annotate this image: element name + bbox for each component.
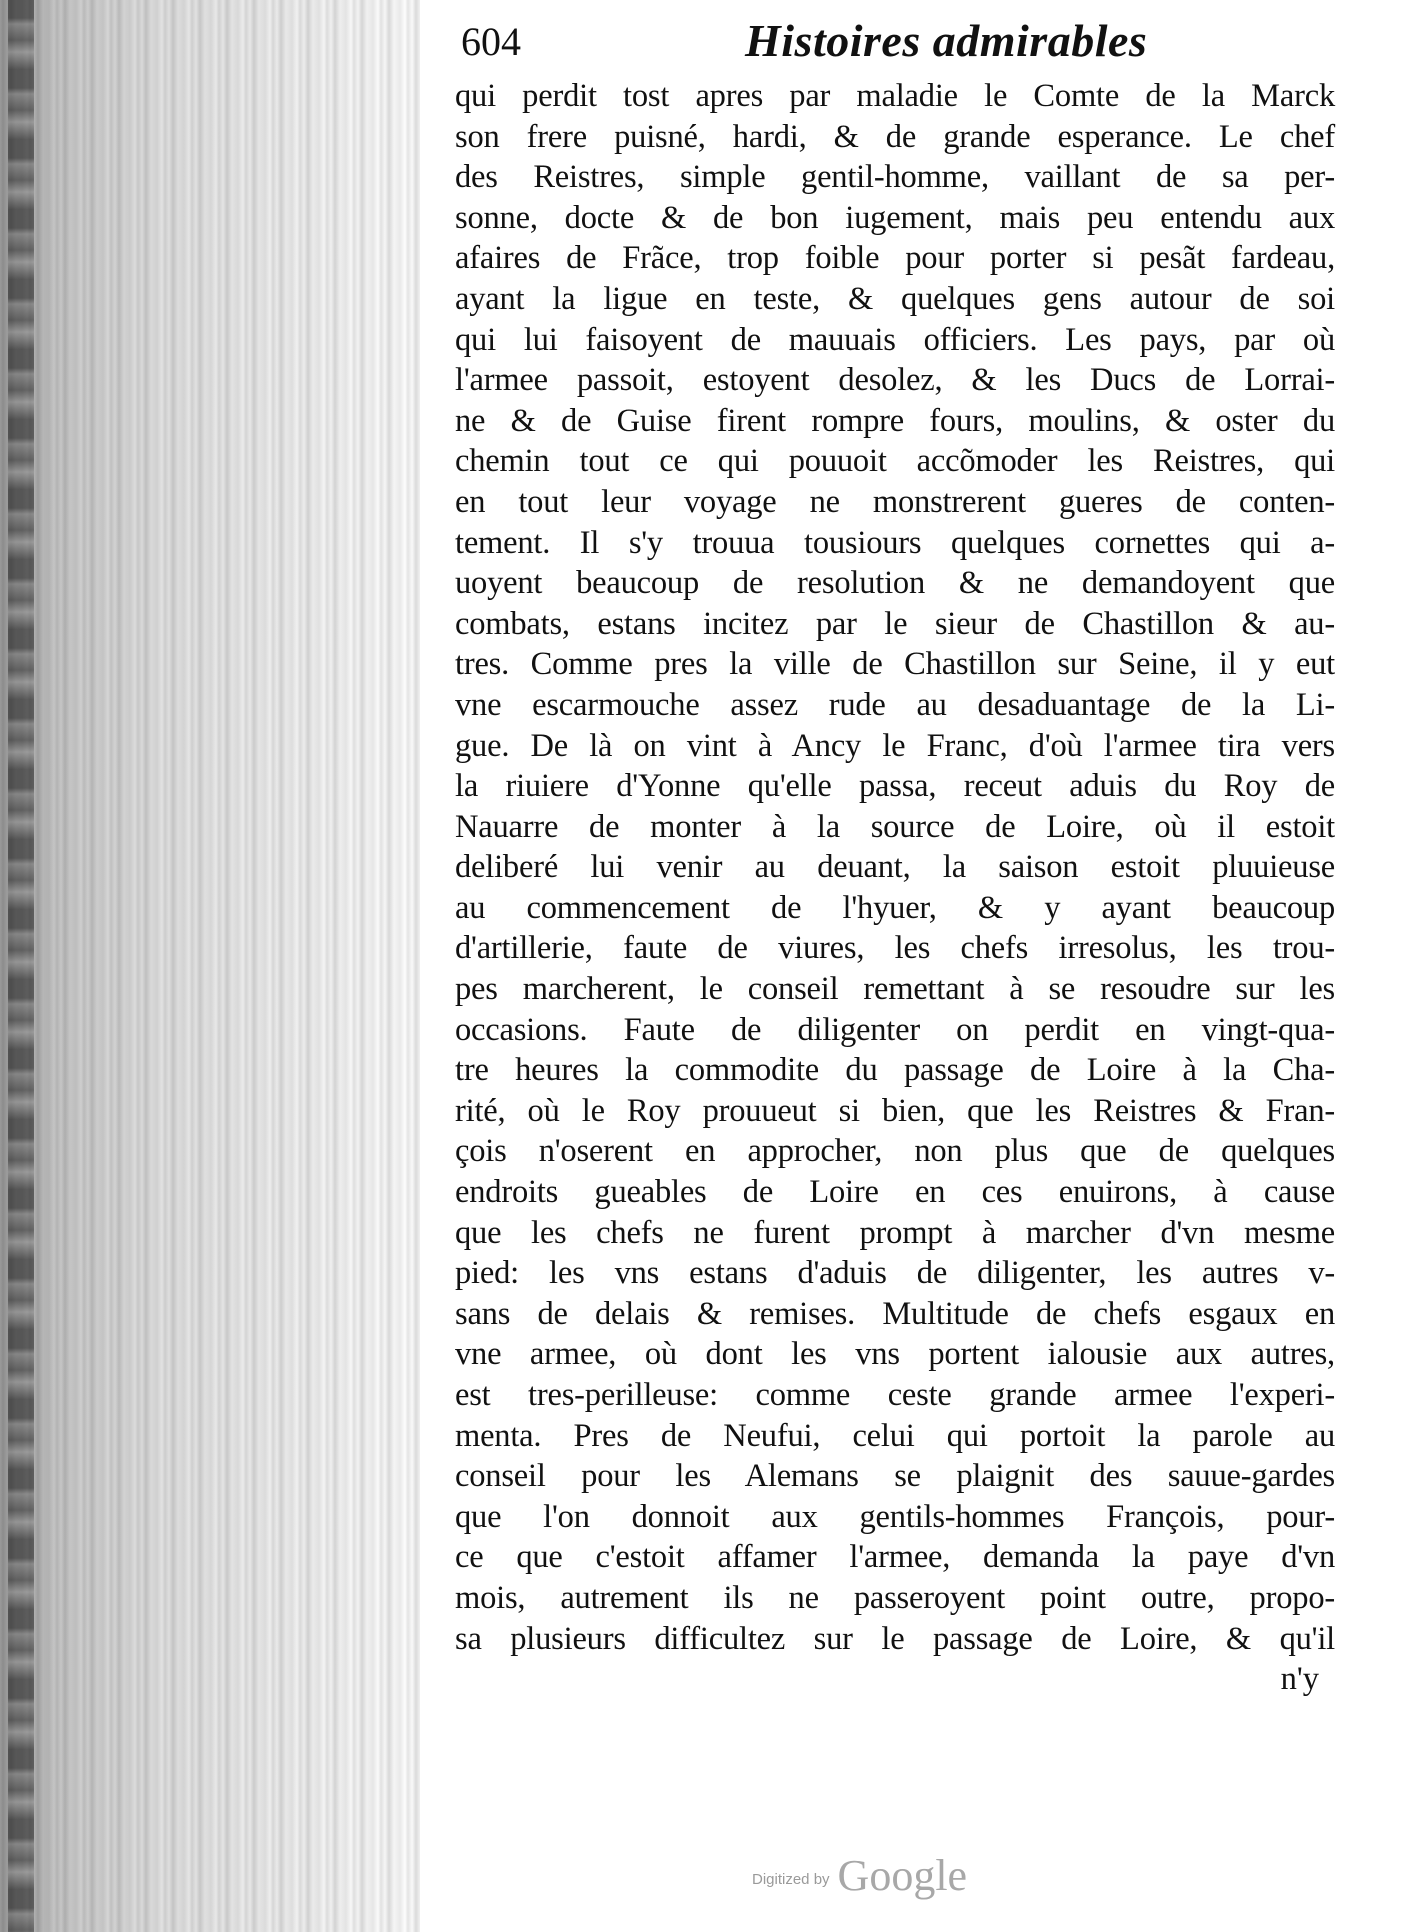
running-head [455, 14, 1335, 76]
text-line: çois n'oserent en approcher, non plus que de quelques [455, 1133, 1335, 1170]
text-line: sa plusieurs difficultez sur le passage de Loire, & qu'il [455, 1620, 1335, 1657]
text-line: menta. Pres de Neufui, celui qui portoit la parole au [455, 1417, 1335, 1454]
text-line: Nauarre de monter à la source de Loire, où il estoit [455, 808, 1335, 845]
text-line: vne armee, où dont les vns portent ialousie aux autres, [455, 1336, 1335, 1373]
text-line: tement. Il s'y trouua tousiours quelques cornettes qui a- [455, 524, 1335, 561]
text-line: gue. De là on vint à Ancy le Franc, d'où l'armee tira vers [455, 727, 1335, 764]
text-line: que les chefs ne furent prompt à marcher d'vn mesme [455, 1214, 1335, 1251]
digitized-label: Digitized by [752, 1871, 830, 1888]
text-line: pes marcherent, le conseil remettant à se resoudre sur les [455, 971, 1335, 1008]
text-line: occasions. Faute de diligenter on perdit en vingt-qua- [455, 1011, 1335, 1048]
text-line: la riuiere d'Yonne qu'elle passa, receut aduis du Roy de [455, 768, 1335, 805]
text-line: afaires de Frãce, trop foible pour porter si pesãt fardeau, [455, 240, 1335, 277]
text-line: vne escarmouche assez rude au desaduantage de la Li- [455, 686, 1335, 723]
text-line: que l'on donnoit aux gentils-hommes François, pour- [455, 1498, 1335, 1535]
text-line: son frere puisné, hardi, & de grande esperance. Le chef [455, 118, 1335, 155]
book-page [455, 14, 1335, 1700]
text-line: sans de delais & remises. Multitude de chefs esgaux en [455, 1295, 1335, 1332]
text-line: tres. Comme pres la ville de Chastillon sur Seine, il y eut [455, 646, 1335, 683]
text-line: tre heures la commodite du passage de Loire à la Cha- [455, 1052, 1335, 1089]
text-line: qui perdit tost apres par maladie le Comte de la Marck [455, 78, 1335, 114]
text-line: l'armee passoit, estoyent desolez, & les Ducs de Lorrai- [455, 362, 1335, 399]
text-line: ce que c'estoit affamer l'armee, demanda la paye d'vn [455, 1539, 1335, 1576]
text-line: des Reistres, simple gentil-homme, vaillant de sa per- [455, 159, 1335, 196]
text-line: au commencement de l'hyuer, & y ayant beaucoup [455, 889, 1335, 926]
text-line: est tres-perilleuse: comme ceste grande armee l'experi- [455, 1377, 1335, 1413]
text-line: d'artillerie, faute de viures, les chefs irresolus, les trou- [455, 930, 1335, 967]
running-title: Histoires admirables [745, 15, 1148, 66]
digitized-by-google-watermark [752, 1838, 1012, 1898]
text-line: mois, autrement ils ne passeroyent point outre, propo- [455, 1579, 1335, 1616]
page-edge-stripes [8, 0, 34, 1932]
text-line: pied: les vns estans d'aduis de diligenter, les autres v- [455, 1255, 1335, 1292]
text-line: sonne, docte & de bon iugement, mais peu entendu aux [455, 199, 1335, 236]
text-line: rité, où le Roy prouueut si bien, que les Reistres & Fran- [455, 1092, 1335, 1129]
text-line: ayant la ligue en teste, & quelques gens autour de soi [455, 280, 1335, 317]
google-wordmark: Google [837, 1851, 968, 1900]
catchword: n'y [1280, 1661, 1319, 1698]
text-line: combats, estans incitez par le sieur de Chastillon & au- [455, 605, 1335, 642]
book-gutter-shadow [0, 0, 420, 1932]
text-line: conseil pour les Alemans se plaignit des sauue-gardes [455, 1458, 1335, 1495]
text-line: uoyent beaucoup de resolution & ne demandoyent que [455, 565, 1335, 602]
page-number: 604 [461, 19, 521, 64]
text-line: en tout leur voyage ne monstrerent gueres de conten- [455, 483, 1335, 520]
body-text [455, 76, 1335, 1659]
text-line: deliberé lui venir au deuant, la saison estoit pluuieuse [455, 849, 1335, 886]
text-line: qui lui faisoyent de mauuais officiers. Les pays, par où [455, 321, 1335, 358]
text-line: ne & de Guise firent rompre fours, moulins, & oster du [455, 402, 1335, 439]
text-line: chemin tout ce qui pouuoit accõmoder les Reistres, qui [455, 443, 1335, 480]
text-line: endroits gueables de Loire en ces enuirons, à cause [455, 1174, 1335, 1211]
